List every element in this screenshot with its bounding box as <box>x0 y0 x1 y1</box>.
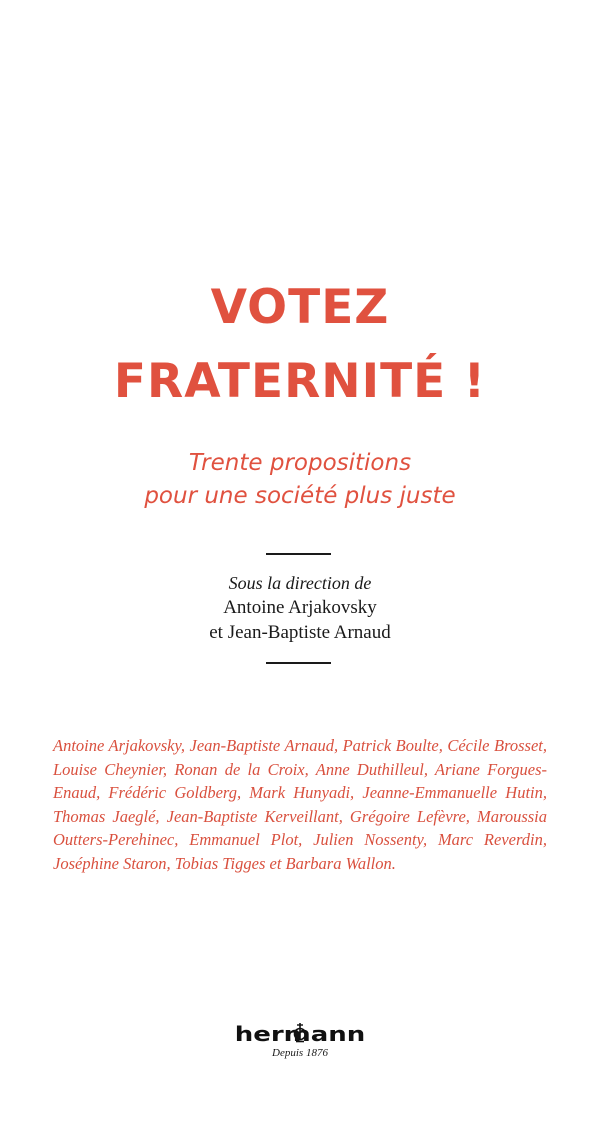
direction-label: Sous la direction de <box>228 573 372 593</box>
divider-bottom <box>266 662 331 664</box>
contributors-list: Antoine Arjakovsky, Jean-Baptiste Arnaud, Patrick Boulte, Cécile Brosset, Louise Cheynier, Ronan de la Croix, Anne Duthilleul, Ariane Forgues-Enaud, Frédéric Goldberg, Mark Hunyadi, Jeanne-Emmanuelle Hutin, Thomas Jaeglé, Jean-Baptiste Kerveillant, Grégoire Lefèvre, Maroussia Outters-Perehinec, Emmanuel Plot, Julien Nossenty, Marc Reverdin, Joséphine Staron, Tobias Tigges et Barbara Wallon. <box>53 736 547 873</box>
divider-top <box>266 553 331 555</box>
subtitle-line-2: pour une société plus juste <box>144 483 456 509</box>
title-line-2: FRATERNITÉ ! <box>113 354 487 409</box>
editor-name-1: Antoine Arjakovsky <box>223 597 377 618</box>
publisher-name: hermann <box>234 1023 366 1047</box>
title-line-1: VOTEZ <box>210 280 390 335</box>
publisher-tagline: Depuis 1876 <box>272 1047 328 1059</box>
subtitle-line-1: Trente propositions <box>188 450 412 476</box>
editor-name-2: et Jean-Baptiste Arnaud <box>209 622 391 643</box>
